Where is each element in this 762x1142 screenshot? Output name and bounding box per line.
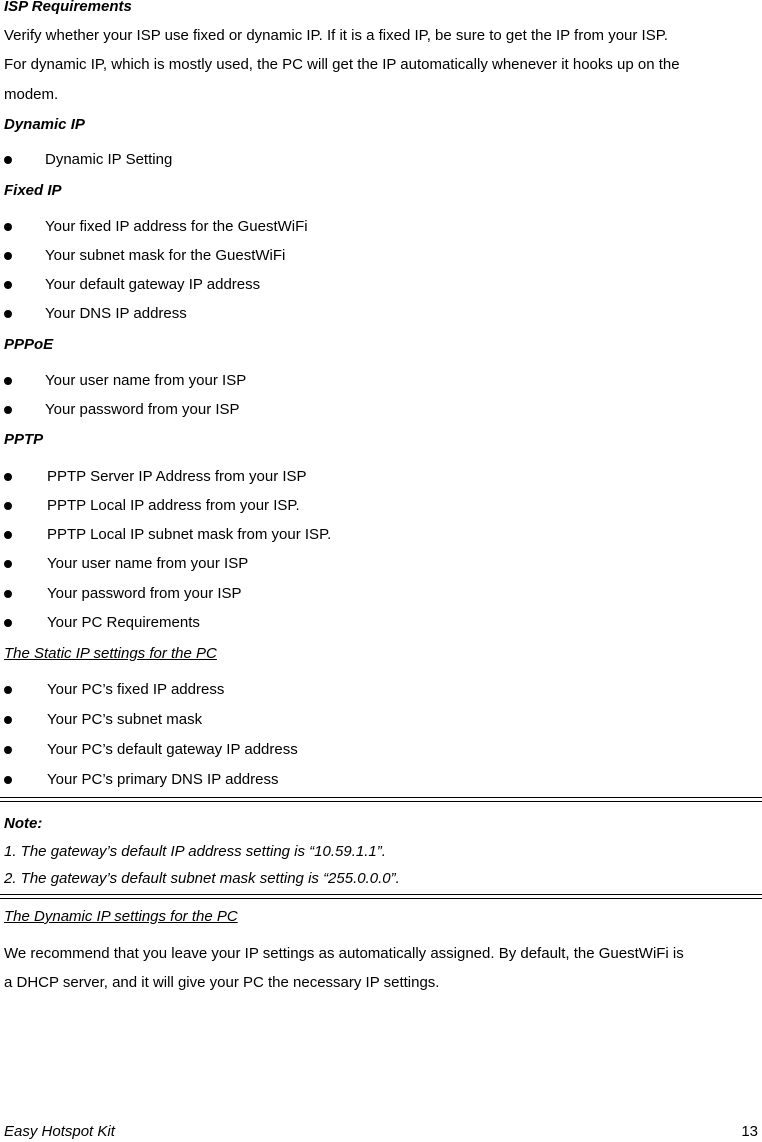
bullet-dot-icon: [4, 531, 12, 539]
note-top-divider: [0, 797, 762, 802]
bullet-dot-icon: [4, 252, 12, 260]
static-ip-settings-heading: The Static IP settings for the PC: [4, 645, 217, 662]
fixed-ip-heading: Fixed IP: [4, 182, 62, 199]
bullet-dot-icon: [4, 716, 12, 724]
bullet-dot-icon: [4, 377, 12, 385]
pptp-heading: PPTP: [4, 431, 44, 448]
dynamic-para-line-1: We recommend that you leave your IP settings as automatically assigned. By default, the GuestWiFi is: [4, 945, 684, 962]
dynamic-para-line-2: a DHCP server, and it will give your PC the necessary IP settings.: [4, 974, 440, 991]
isp-requirements-heading: ISP Requirements: [4, 0, 132, 15]
bullet-dot-icon: [4, 746, 12, 754]
isp-intro-line-3: modem.: [4, 86, 59, 103]
note-title: Note:: [4, 815, 43, 832]
bullet-dot-icon: [4, 502, 12, 510]
note-line-2: 2. The gateway’s default subnet mask setting is “255.0.0.0”.: [4, 870, 400, 887]
bullet-dot-icon: [4, 686, 12, 694]
pppoe-heading: PPPoE: [4, 336, 54, 353]
dynamic-ip-settings-heading: The Dynamic IP settings for the PC: [4, 908, 238, 925]
bullet-dot-icon: [4, 281, 12, 289]
page-number: 13: [741, 1123, 758, 1140]
bullet-dot-icon: [4, 406, 12, 414]
isp-intro-line-1: Verify whether your ISP use fixed or dynamic IP. If it is a fixed IP, be sure to get the IP from your ISP.: [4, 27, 668, 44]
note-bottom-divider: [0, 894, 762, 899]
bullet-dot-icon: [4, 223, 12, 231]
bullet-dot-icon: [4, 310, 12, 318]
bullet-dot-icon: [4, 619, 12, 627]
bullet-dot-icon: [4, 156, 12, 164]
bullet-dot-icon: [4, 473, 12, 481]
bullet-dot-icon: [4, 776, 12, 784]
isp-intro-line-2: For dynamic IP, which is mostly used, the PC will get the IP automatically whenever it hooks up on the: [4, 56, 680, 73]
bullet-dot-icon: [4, 590, 12, 598]
note-line-1: 1. The gateway’s default IP address setting is “10.59.1.1”.: [4, 843, 386, 860]
dynamic-ip-heading: Dynamic IP: [4, 116, 85, 133]
bullet-dot-icon: [4, 560, 12, 568]
footer-title: Easy Hotspot Kit: [4, 1123, 115, 1140]
